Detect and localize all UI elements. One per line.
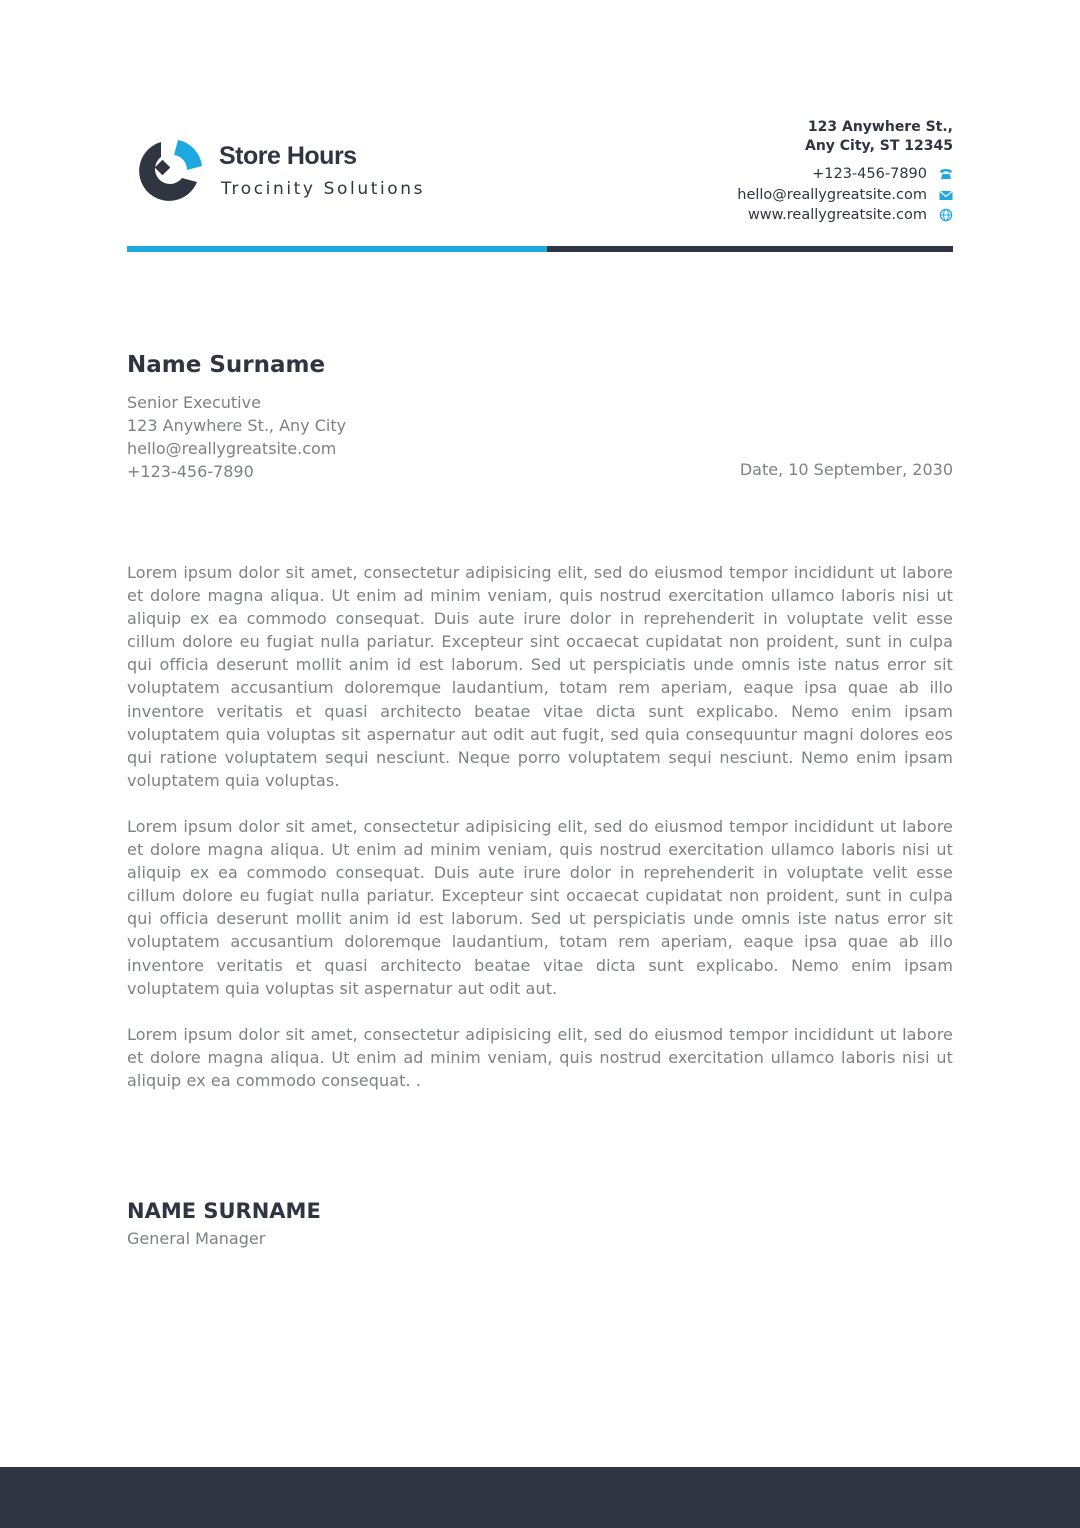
body-paragraph: Lorem ipsum dolor sit amet, consectetur adipisicing elit, sed do eiusmod tempor incididunt ut labore et dolore magna aliqua. Ut enim ad minim veniam, quis nostrud exercitation ullamco laboris nisi ut aliquip ex ea commodo consequat. Duis aute irure dolor in reprehenderit in voluptate velit esse cillum dolore eu fugiat nulla pariatur. Excepteur sint occaecat cupidatat non proident, sunt in culpa qui officia deserunt mollit anim id est laborum. Sed ut perspiciatis unde omnis iste natus error sit voluptatem accusantium doloremque laudantium, totam rem aperiam, eaque ipsa quae ab illo inventore veritatis et quasi architecto beatae vitae dicta sunt explicabo. Nemo enim ipsam voluptatem quia voluptas sit aspernatur aut odit aut. [127,816,953,998]
company-address [805,118,953,156]
recipient-title: Senior Executive [127,393,261,412]
recipient-info [127,391,346,483]
recipient-email: hello@reallygreatsite.com [127,439,337,458]
address-line-1: 123 Anywhere St., [807,119,953,135]
letter-body [127,561,953,1115]
contact-website[interactable] [737,205,953,226]
footer-bar [0,1467,1080,1528]
body-paragraph: Lorem ipsum dolor sit amet, consectetur adipisicing elit, sed do eiusmod tempor incididunt ut labore et dolore magna aliqua. Ut enim ad minim veniam, quis nostrud exercitation ullamco laboris nisi ut aliquip ex ea commodo consequat. . [127,1024,953,1090]
header-rule-accent [127,246,547,252]
signature-title: General Manager [127,1229,266,1248]
phone-icon [939,167,953,181]
recipient-phone: +123-456-7890 [127,462,254,481]
contact-phone [737,164,953,185]
contact-website-text[interactable]: www.reallygreatsite.com [747,207,927,223]
address-line-2: Any City, ST 12345 [804,138,953,154]
envelope-icon [939,188,953,202]
globe-icon [939,208,953,222]
recipient-address: 123 Anywhere St., Any City [127,416,347,435]
brand-logo-icon [130,136,204,208]
brand-subtitle: Trocinity Solutions [221,179,426,199]
signature-name: NAME SURNAME [127,1199,321,1223]
letter-date: Date, 10 September, 2030 [739,460,953,479]
header-rule-dark [547,246,953,252]
contact-email[interactable] [737,185,953,206]
body-paragraph: Lorem ipsum dolor sit amet, consectetur adipisicing elit, sed do eiusmod tempor incididunt ut labore et dolore magna aliqua. Ut enim ad minim veniam, quis nostrud exercitation ullamco laboris nisi ut aliquip ex ea commodo consequat. Duis aute irure dolor in reprehenderit in voluptate velit esse cillum dolore eu fugiat nulla pariatur. Excepteur sint occaecat cupidatat non proident, sunt in culpa qui officia deserunt mollit anim id est laborum. Sed ut perspiciatis unde omnis iste natus error sit voluptatem accusantium doloremque laudantium, totam rem aperiam, eaque ipsa quae ab illo inventore veritatis et quasi architecto beatae vitae dicta sunt explicabo. Nemo enim ipsam voluptatem quia voluptas sit aspernatur aut odit aut fugit, sed quia consequuntur magni dolores eos qui ratione voluptatem sequi nesciunt. Neque porro voluptatem sequi nesciunt. Nemo enim ipsam voluptatem quia voluptas. [127,563,953,790]
contact-phone-text: +123-456-7890 [812,166,927,182]
brand-title: Store Hours [219,142,357,170]
recipient-name: Name Surname [127,352,326,378]
company-contact [737,164,953,226]
contact-email-text[interactable]: hello@reallygreatsite.com [737,186,927,203]
